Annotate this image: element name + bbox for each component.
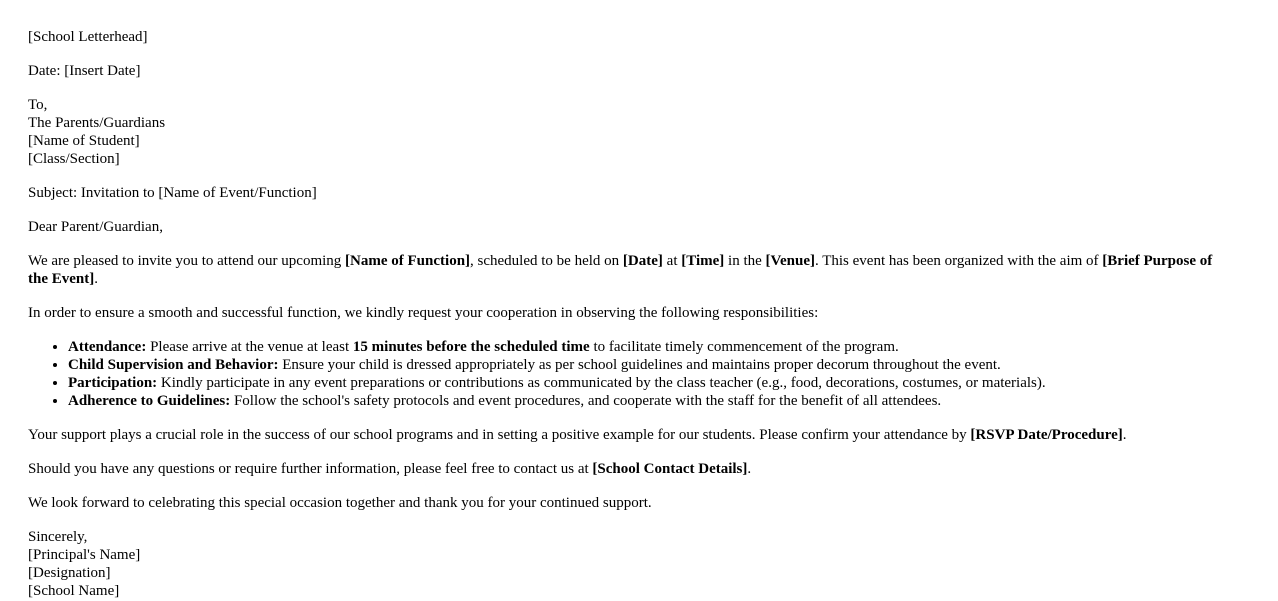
- closing-paragraph: We look forward to celebrating this special occasion together and thank you for your continued support.: [28, 495, 652, 511]
- rsvp-placeholder: [RSVP Date/Procedure]: [970, 427, 1123, 443]
- responsibility-text: to facilitate timely commencement of the program.: [589, 339, 899, 355]
- intro-text-5: . This event has been organized with the aim of: [814, 253, 1103, 269]
- responsibility-title: Attendance:: [68, 339, 147, 355]
- recipient-block: [28, 96, 1228, 168]
- date-line: Date: [Insert Date]: [28, 63, 141, 79]
- intro-function-name: [Name of Function]: [345, 253, 471, 269]
- salutation: Dear Parent/Guardian,: [28, 219, 163, 235]
- signoff-sincerely: Sincerely,: [28, 529, 88, 545]
- responsibility-title: Adherence to Guidelines:: [68, 393, 231, 409]
- letterhead: [School Letterhead]: [28, 29, 148, 45]
- contact-paragraph: [28, 460, 1228, 478]
- list-item: [68, 374, 1228, 392]
- responsibilities-list: [28, 338, 1228, 410]
- responsibility-text: Please arrive at the venue at least: [146, 339, 353, 355]
- intro-time: [Time]: [681, 253, 725, 269]
- list-item: [68, 338, 1228, 356]
- intro-text-3: at: [662, 253, 682, 269]
- signoff-school-name: [School Name]: [28, 583, 120, 599]
- responsibility-text: Ensure your child is dressed appropriately as per school guidelines and maintains proper decorum throughout the event.: [278, 357, 1001, 373]
- intro-purpose: [Brief Purpose of the Event]: [28, 253, 1213, 287]
- intro-text-2: , scheduled to be held on: [470, 253, 623, 269]
- intro-text-4: in the: [724, 253, 766, 269]
- intro-venue: [Venue]: [765, 253, 815, 269]
- responsibility-title: Participation:: [68, 375, 158, 391]
- request-paragraph: In order to ensure a smooth and successful function, we kindly request your cooperation in observing the following responsibilities:: [28, 305, 819, 321]
- intro-date: [Date]: [622, 253, 663, 269]
- intro-paragraph: [28, 252, 1228, 288]
- responsibility-title: Child Supervision and Behavior:: [68, 357, 279, 373]
- intro-text-1: We are pleased to invite you to attend our upcoming: [28, 253, 346, 269]
- contact-text-end: .: [747, 461, 752, 477]
- list-item: [68, 392, 1228, 410]
- intro-text-6: .: [94, 271, 98, 287]
- support-text: Your support plays a crucial role in the success of our school programs and in setting a positive example for our students. Please confirm your attendance by: [28, 427, 971, 443]
- signoff-block: [28, 528, 1228, 600]
- subject-line: Subject: Invitation to [Name of Event/Function]: [28, 185, 317, 201]
- contact-text: Should you have any questions or require further information, please feel free to contact us at: [28, 461, 593, 477]
- recipient-line-2: [Name of Student]: [28, 133, 140, 149]
- responsibility-emphasis: 15 minutes before the scheduled time: [352, 339, 590, 355]
- signoff-principal-name: [Principal's Name]: [28, 547, 141, 563]
- responsibility-text: Follow the school's safety protocols and event procedures, and cooperate with the staff for the benefit of all attendees.: [230, 393, 942, 409]
- support-text-end: .: [1122, 427, 1127, 443]
- signoff-designation: [Designation]: [28, 565, 111, 581]
- recipient-to: To,: [28, 97, 48, 113]
- recipient-line-3: [Class/Section]: [28, 151, 120, 167]
- list-item: [68, 356, 1228, 374]
- recipient-line-1: The Parents/Guardians: [28, 115, 166, 131]
- responsibility-text: Kindly participate in any event preparations or contributions as communicated by the class teacher (e.g., food, decorations, costumes, or materials).: [157, 375, 1046, 391]
- support-paragraph: [28, 426, 1228, 444]
- contact-details-placeholder: [School Contact Details]: [592, 461, 748, 477]
